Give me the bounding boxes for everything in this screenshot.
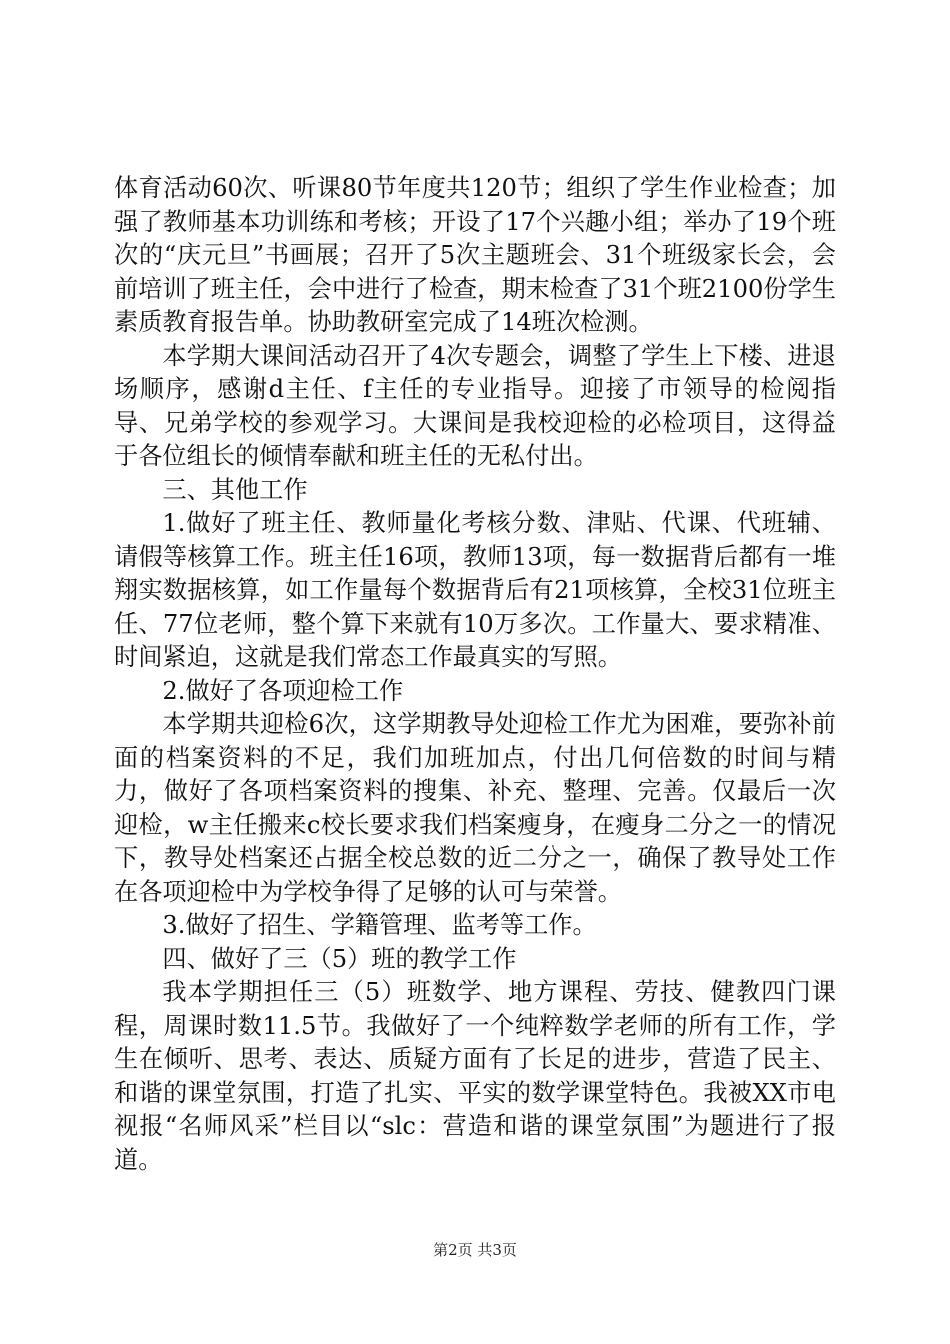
paragraph-big-break-activity: 本学期大课间活动召开了4次专题会，调整了学生上下楼、进退场顺序，感谢d主任、f主任的专业指导。迎接了市领导的检阅指导、兄弟学校的参观学习。大课间是我校迎检的必检项目，这得益于各位组长的倾情奉献和班主任的无私付出。 (114, 341, 836, 470)
subheading-inspection-work: 2.做好了各项迎检工作 (162, 676, 404, 705)
paragraph-activities-summary: 体育活动60次、听课80节年度共120节；组织了学生作业检查；加强了教师基本功训练和考核；开设了17个兴趣小组；举办了19个班次的“庆元旦”书画展；召开了5次主题班会、31个班级家长会，会前培训了班主任，会中进行了检查，期末检查了31个班2100份学生素质教育报告单。协助教研室完成了14班次检测。 (114, 174, 836, 336)
section-heading-other-work: 三、其他工作 (162, 475, 308, 504)
section-heading-class-teaching: 四、做好了三（5）班的教学工作 (162, 944, 517, 973)
paragraph-class-teaching-details: 我本学期担任三（5）班数学、地方课程、劳技、健教四门课程，周课时数11.5节。我做好了一个纯粹数学老师的所有工作，学生在倾听、思考、表达、质疑方面有了长足的进步，营造了民主、和谐的课堂氛围，打造了扎实、平实的数学课堂特色。我被XX市电视报“名师风采”栏目以“slc：营造和谐的课堂氛围”为题进行了报道。 (114, 978, 836, 1174)
paragraph-inspection-details: 本学期共迎检6次，这学期教导处迎检工作尤为困难，要弥补前面的档案资料的不足，我们加班加点，付出几何倍数的时间与精力，做好了各项档案资料的搜集、补充、整理、完善。仅最后一次迎检，w主任搬来c校长要求我们档案瘦身，在瘦身二分之一的情况下，教导处档案还占据全校总数的近二分之一，确保了教导处工作在各项迎检中为学校争得了足够的认可与荣誉。 (114, 710, 836, 906)
page-footer: 第2页 共3页 (433, 1241, 517, 1259)
document-body (114, 172, 836, 1177)
paragraph-enrollment-work: 3.做好了招生、学籍管理、监考等工作。 (162, 911, 597, 939)
paragraph-assessment-accounting: 1.做好了班主任、教师量化考核分数、津贴、代课、代班辅、请假等核算工作。班主任16项，教师13项，每一数据背后都有一堆翔实数据核算，如工作量每个数据背后有21项核算，全校31位班主任、77位老师，整个算下来就有10万多次。工作量大、要求精准、时间紧迫，这就是我们常态工作最真实的写照。 (114, 509, 836, 671)
